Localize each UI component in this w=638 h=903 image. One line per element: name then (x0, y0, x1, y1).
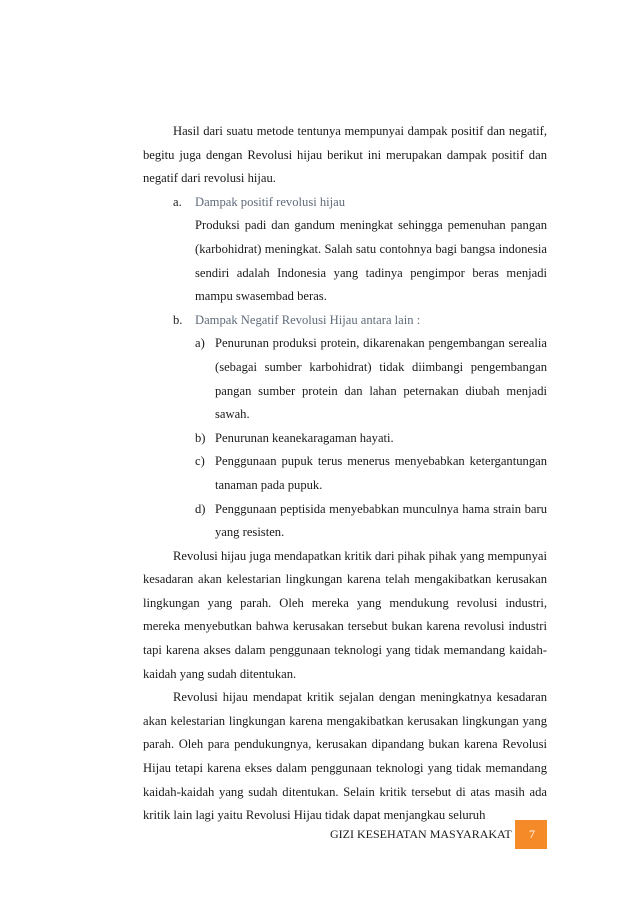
list-item-text: Penurunan keanekaragaman hayati. (215, 430, 394, 445)
list-item-marker: d) (195, 501, 206, 516)
list-item-marker: b) (195, 430, 206, 445)
list-item-marker: c) (195, 454, 205, 469)
page-number: 7 (517, 820, 547, 849)
section-a-heading (143, 191, 547, 215)
list-item (143, 427, 547, 451)
section-a-text: Produksi padi dan gandum meningkat sehingga pemenuhan pangan (karbohidrat) meningkat. Salah satu contohnya bagi bangsa indonesia sendiri adalah Indonesia yang tadinya pengimpor beras menjadi mampu swasembad beras. (195, 218, 547, 304)
list-item-text: Penggunaan pupuk terus menerus menyebabkan ketergantungan tanaman pada pupuk. (215, 454, 547, 492)
section-b-marker: b. (173, 312, 183, 327)
list-item-marker: a) (195, 336, 205, 351)
page-body (143, 120, 547, 828)
intro-paragraph: Hasil dari suatu metode tentunya mempunyai dampak positif dan negatif, begitu juga dengan Revolusi hijau berikut ini merupakan dampak positif dan negatif dari revolusi hijau. (143, 124, 547, 186)
list-item (143, 498, 547, 545)
section-b-title: Dampak Negatif Revolusi Hijau antara lain : (195, 312, 421, 327)
paragraph-3: Revolusi hijau mendapat kritik sejalan dengan meningkatnya kesadaran akan kelestarian lingkungan karena mengakibatkan kerusakan lingkungan yang parah. Oleh para pendukungnya, kerusakan dipandang bukan karena Revolusi Hijau tetapi karena ekses dalam penggunaan teknologi yang tidak memandang kaidah-kaidah yang sudah ditentukan. Selain kritik tersebut di atas masih ada kritik lain lagi yaitu Revolusi Hijau tidak dapat menjangkau seluruh (143, 690, 547, 823)
list-item (143, 450, 547, 497)
list-item-text: Penggunaan peptisida menyebabkan munculnya hama strain baru yang resisten. (215, 501, 547, 540)
section-b-heading (143, 309, 547, 333)
section-a-title: Dampak positif revolusi hijau (195, 194, 346, 209)
footer-title: GIZI KESEHATAN MASYARAKAT (330, 827, 512, 841)
list-item (143, 332, 547, 426)
paragraph-2: Revolusi hijau juga mendapatkan kritik dari pihak pihak yang mempunyai kesadaran akan kelestarian lingkungan karena telah mengakibatkan kerusakan lingkungan yang parah. Oleh mereka yang mendukung revolusi industri, mereka menyebutkan bahwa kerusakan tersebut bukan karena revolusi industri tapi karena akses dalam penggunaan teknologi yang tidak memandang kaidah-kaidah yang sudah ditentukan. (143, 548, 547, 681)
list-item-text: Penurunan produksi protein, dikarenakan pengembangan serealia (sebagai sumber karbohidrat) tidak diimbangi pengembangan pangan sumber protein dan lahan peternakan diubah menjadi sawah. (215, 336, 547, 422)
section-a-marker: a. (173, 194, 182, 209)
